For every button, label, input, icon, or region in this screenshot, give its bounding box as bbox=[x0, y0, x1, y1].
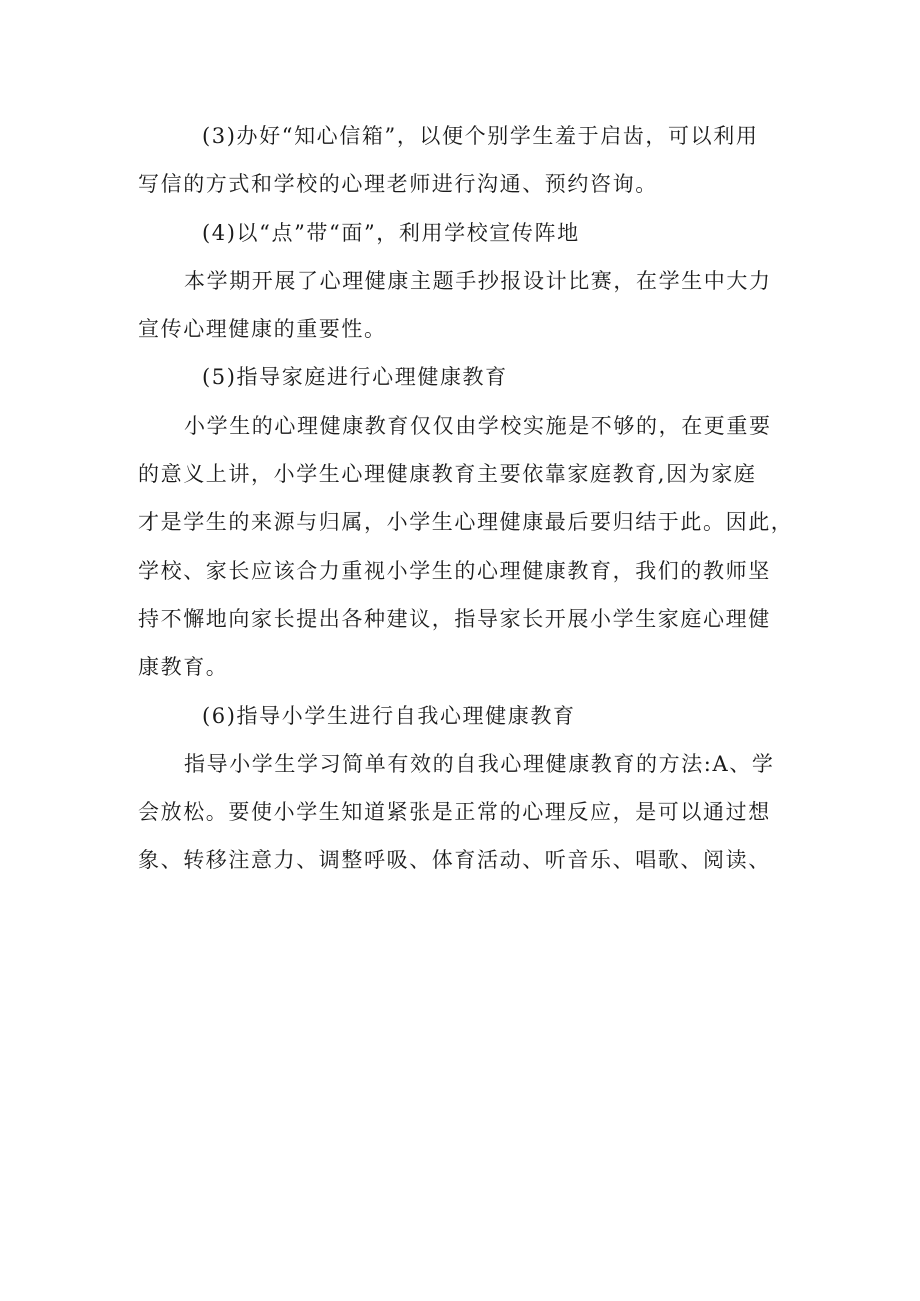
item-4-heading: (4)以“点”带“面”，利用学校宣传阵地 bbox=[202, 220, 580, 245]
item-4-paragraph-line-2: 宣传心理健康的重要性。 bbox=[138, 317, 387, 342]
item-5-paragraph-line-4: 学校、家长应该合力重视小学生的心理健康教育，我们的教师坚 bbox=[138, 558, 771, 583]
item-6-paragraph-line-2: 会放松。要使小学生知道紧张是正常的心理反应，是可以通过想 bbox=[138, 800, 771, 825]
item-4-paragraph-line-1: 本学期开展了心理健康主题手抄报设计比赛，在学生中大力 bbox=[184, 268, 772, 293]
item-5-paragraph-line-6: 康教育。 bbox=[138, 655, 229, 680]
item-5-paragraph-line-1: 小学生的心理健康教育仅仅由学校实施是不够的，在更重要 bbox=[184, 413, 772, 438]
item-5-heading: (5)指导家庭进行心理健康教育 bbox=[202, 365, 508, 390]
item-6-paragraph-line-1: 指导小学生学习简单有效的自我心理健康教育的方法:A、学 bbox=[184, 751, 775, 776]
item-5-paragraph-line-5: 持不懈地向家长提出各种建议，指导家长开展小学生家庭心理健 bbox=[138, 606, 771, 631]
document-body bbox=[138, 112, 798, 885]
item-6-paragraph-line-3: 象、转移注意力、调整呼吸、体育活动、听音乐、唱歌、阅读、 bbox=[138, 848, 771, 873]
item-3-heading-line-2: 写信的方式和学校的心理老师进行沟通、预约咨询。 bbox=[138, 172, 658, 197]
item-6-heading: (6)指导小学生进行自我心理健康教育 bbox=[202, 703, 576, 728]
item-5-paragraph-line-3: 才是学生的来源与归属，小学生心理健康最后要归结于此。因此， bbox=[138, 510, 794, 535]
item-5-paragraph-line-2: 的意义上讲，小学生心理健康教育主要依靠家庭教育,因为家庭 bbox=[138, 462, 757, 487]
item-3-heading-line-1: (3)办好“知心信箱”，以便个别学生羞于启齿，可以利用 bbox=[202, 124, 759, 148]
